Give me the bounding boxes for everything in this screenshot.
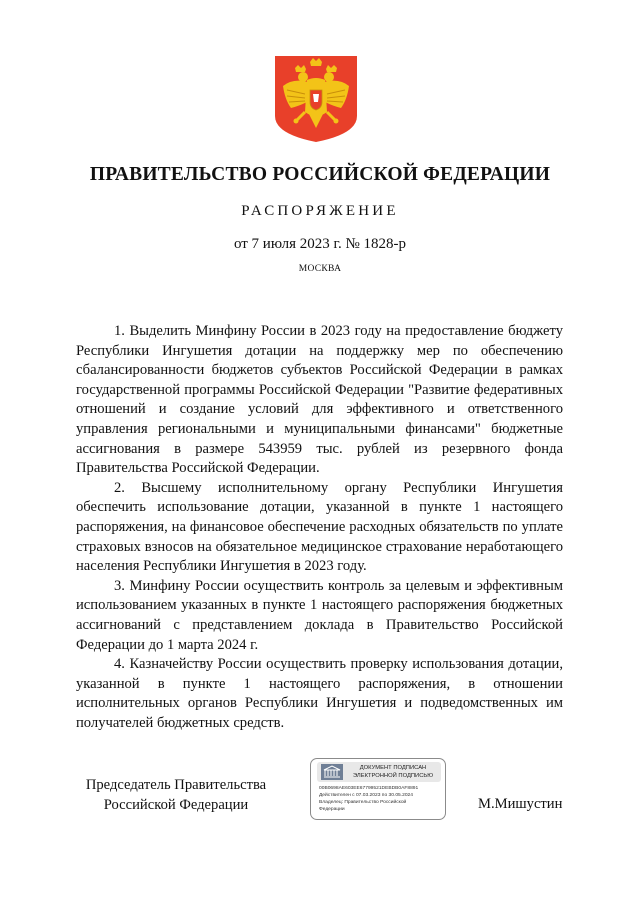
document-city: МОСКВА [298,264,342,274]
government-title: ПРАВИТЕЛЬСТВО РОССИЙСКОЙ ФЕДЕРАЦИИ [89,164,551,185]
paragraph-2: 2. Высшему исполнительному органу Республики Ингушетия обеспечить использование дотации, указанной в пункте 1 настоящего распоряжения, на финансовое обеспечение расходных обязательств по уплате страховых взносов на обязательное медицинское страхование неработающего населения Республики Ингушетия в 2023 году. [76,479,563,575]
stamp-header [317,762,441,782]
paragraph-4: 4. Казначейству России осуществить проверку использования дотации, указанной в пункте 1 настоящего распоряжения, в отношении исполнительных органов Республики Ингушетия и подведомственных им получателей бюджетных средств. [76,656,563,731]
stamp-title-line1: ДОКУМЕНТ ПОДПИСАН [359,765,427,771]
signer-position-line2: Российской Федерации [103,796,249,813]
stamp-owner-line1: Владелец: Правительство Российской [319,800,407,805]
stamp-owner-line2: Федерации [319,807,345,812]
stamp-certificate: 00B0698AE603EE67799521DEBDB0AF8891 [319,786,419,791]
document-type: РАСПОРЯЖЕНИЕ [241,203,399,219]
electronic-signature-stamp [310,758,446,820]
signer-position-line1: Председатель Правительства [85,777,267,793]
document-body [76,322,563,733]
paragraph-3: 3. Минфину России осуществить контроль за целевым и эффективным использованием указанных в пункте 1 настоящего распоряжения бюджетных ассигнований с представлением доклада в Правительство Российской Федерации до 1 марта 2024 г. [76,577,563,653]
stamp-validity: Действителен с 07.03.2023 по 30.05.2024 [319,793,413,798]
signer-position [76,776,276,815]
government-building-icon [321,764,343,780]
document-date-number: от 7 июля 2023 г. № 1828-р [233,236,407,252]
stamp-title-line2: ЭЛЕКТРОННОЙ ПОДПИСЬЮ [352,773,434,779]
paragraph-1: 1. Выделить Минфину России в 2023 году на предоставление бюджету Республики Ингушетия дотации на поддержку мер по обеспечению сбалансированности бюджетов субъектов Российской Федерации в рамках государственной программы Российской Федерации "Развитие федеративных отношений и создание условий для эффективного и ответственного управления региональными и муниципальными финансами" бюджетные ассигнования в размере 543959 тыс. рублей из резервного фонда Правительства Российской Федерации. [76,323,563,477]
stamp-details [319,785,441,813]
russian-coat-of-arms-icon [275,56,357,142]
stamp-title [347,764,439,780]
signer-name: М.Мишустин [478,796,563,812]
